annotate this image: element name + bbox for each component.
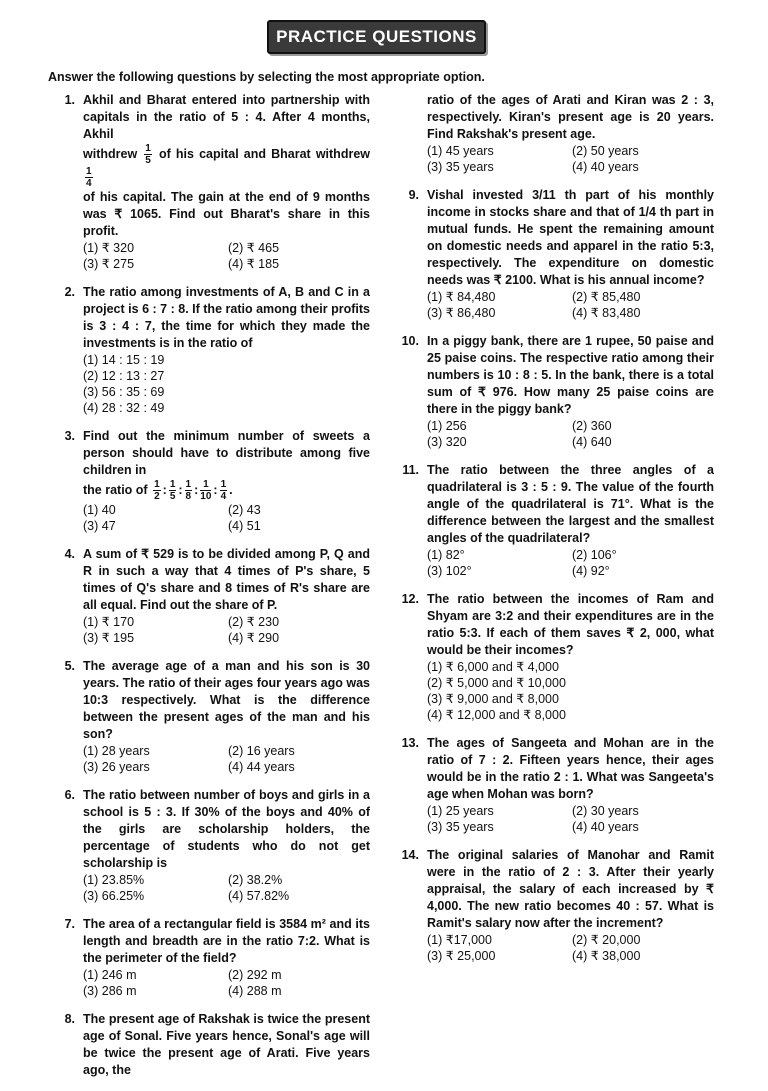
option[interactable]: (3) 56 : 35 : 69 [83, 385, 165, 399]
question-text: The ratio between the three angles of a quadrilateral is 3 : 5 : 9. The value of the fourth angle of the quadrilateral is 71°. What is the difference between the largest and the smallest angles of the quadrilateral? [427, 463, 714, 545]
question-number: 8. [64, 1012, 75, 1026]
option[interactable]: (3) ₹ 86,480 [427, 306, 496, 320]
question-number: 3. [64, 429, 75, 443]
option[interactable]: (3) 66.25% [83, 889, 145, 903]
option[interactable]: (4) ₹ 83,480 [572, 306, 641, 320]
question-8 [48, 1011, 370, 1079]
option[interactable]: (1) ₹ 320 [83, 241, 135, 255]
option[interactable]: (1) 82° [427, 548, 465, 562]
question-text-part: withdrew [83, 146, 138, 161]
left-column [48, 92, 370, 1091]
question-3 [48, 428, 370, 534]
options-list [83, 967, 370, 999]
right-column [392, 92, 714, 976]
options-list [427, 659, 714, 723]
question-number: 6. [64, 788, 75, 802]
option[interactable]: (4) ₹ 185 [228, 257, 280, 271]
option[interactable]: (4) 640 [572, 435, 612, 449]
option[interactable]: (4) 40 years [572, 160, 639, 174]
options-list [427, 803, 714, 835]
fraction [220, 479, 228, 502]
option[interactable]: (1) 28 years [83, 744, 150, 758]
fraction-denominator: 2 [154, 491, 160, 502]
option[interactable]: (1) ₹17,000 [427, 933, 492, 947]
question-number: 7. [64, 917, 75, 931]
fraction-series [151, 479, 233, 502]
fraction-numerator: 1 [200, 479, 211, 491]
fraction-numerator: 1 [86, 166, 92, 177]
option[interactable]: (3) 286 m [83, 984, 137, 998]
question-11 [392, 462, 714, 579]
ratio-separator: : [194, 482, 199, 497]
option[interactable]: (4) 288 m [228, 984, 282, 998]
question-text: In a piggy bank, there are 1 rupee, 50 paise and 25 paise coins. The respective ratio among their numbers is 10 : 8 : 5. In the bank, there is a total sum of ₹ 976. How many 25 paise coins are there in the piggy bank? [427, 334, 714, 416]
question-text [83, 428, 370, 502]
option[interactable]: (4) 44 years [228, 760, 295, 774]
fraction-denominator: 5 [169, 491, 176, 502]
option[interactable]: (1) 256 [427, 419, 467, 433]
option[interactable]: (3) ₹ 195 [83, 631, 135, 645]
question-number: 1. [64, 93, 75, 107]
option[interactable]: (2) 30 years [572, 804, 639, 818]
options-list [83, 872, 370, 904]
option[interactable]: (4) 92° [572, 564, 610, 578]
fraction-denominator: 8 [185, 491, 192, 502]
options-list [83, 743, 370, 775]
option[interactable]: (4) 40 years [572, 820, 639, 834]
options-list [83, 352, 370, 416]
option[interactable]: (4) ₹ 12,000 and ₹ 8,000 [427, 708, 566, 722]
option[interactable]: (2) 16 years [228, 744, 295, 758]
question-text-part: the ratio of [83, 482, 148, 497]
instruction-text: Answer the following questions by selecting the most appropriate option. [48, 70, 485, 84]
options-list [83, 502, 370, 534]
option[interactable]: (2) 292 m [228, 968, 282, 982]
question-number: 14. [401, 848, 419, 862]
option[interactable]: (1) 246 m [83, 968, 137, 982]
option[interactable]: (3) 26 years [83, 760, 150, 774]
fraction-denominator: 4 [220, 491, 227, 502]
options-list [83, 240, 370, 272]
question-text: ratio of the ages of Arati and Kiran was 2 : 3, respectively. Kiran's present age is 20 years. Find Rakshak's present age. [427, 93, 714, 141]
question-number: 5. [64, 659, 75, 673]
question-2 [48, 284, 370, 416]
ratio-separator: : [162, 482, 167, 497]
option[interactable]: (2) ₹ 5,000 and ₹ 10,000 [427, 676, 566, 690]
option[interactable]: (1) ₹ 6,000 and ₹ 4,000 [427, 660, 559, 674]
option[interactable]: (3) 35 years [427, 820, 494, 834]
question-text: The present age of Rakshak is twice the present age of Sonal. Five years hence, Sonal's age will be twice the present age of Arati. Five years ago, the [83, 1012, 370, 1077]
question-text: The area of a rectangular field is 3584 m² and its length and breadth are in the ratio 7:2. What is the perimeter of the field? [83, 917, 370, 965]
option[interactable]: (4) ₹ 38,000 [572, 949, 641, 963]
fraction-numerator: 1 [169, 479, 176, 490]
question-number: 4. [64, 547, 75, 561]
option[interactable]: (1) 40 [83, 503, 116, 517]
question-text: The ratio between the incomes of Ram and Shyam are 3:2 and their expenditures are in the ratio 5:3. If each of them saves ₹ 2, 000, what would be their incomes? [427, 592, 714, 657]
option[interactable]: (4) 51 [228, 519, 261, 533]
option[interactable]: (2) ₹ 465 [228, 241, 280, 255]
option[interactable]: (2) 50 years [572, 144, 639, 158]
option[interactable]: (2) ₹ 20,000 [572, 933, 641, 947]
question-13 [392, 735, 714, 835]
question-number: 10. [401, 334, 419, 348]
question-number: 9. [408, 188, 419, 202]
question-5 [48, 658, 370, 775]
option[interactable]: (4) 57.82% [228, 889, 290, 903]
option[interactable]: (3) ₹ 25,000 [427, 949, 496, 963]
option[interactable]: (2) 12 : 13 : 27 [83, 369, 165, 383]
fraction-numerator: 1 [220, 479, 227, 490]
fraction [169, 479, 177, 502]
ratio-separator: : [213, 482, 218, 497]
fraction-denominator: 4 [86, 178, 92, 189]
page-title: PRACTICE QUESTIONS [267, 20, 486, 54]
option[interactable]: (2) 106° [572, 548, 617, 562]
question-text: The ratio between number of boys and girls in a school is 5 : 3. If 30% of the boys and 40% of the girls are scholarship holders, the percentage of students who do not get scholarship is [83, 788, 370, 870]
fraction [200, 479, 211, 502]
question-8-continued [392, 92, 714, 175]
option[interactable]: (1) 45 years [427, 144, 494, 158]
question-text: The ages of Sangeeta and Mohan are in the ratio of 7 : 2. Fifteen years hence, their ages would be in the ratio 2 : 1. What was Sangeeta's age when Mohan was born? [427, 736, 714, 801]
question-14 [392, 847, 714, 964]
option[interactable]: (3) ₹ 9,000 and ₹ 8,000 [427, 692, 559, 706]
options-list [83, 614, 370, 646]
question-text: The ratio among investments of A, B and C in a project is 6 : 7 : 8. If the ratio among their profits is 3 : 4 : 7, the time for which they made the investments is in the ratio of [83, 285, 370, 350]
option[interactable]: (3) 320 [427, 435, 467, 449]
option[interactable]: (3) 102° [427, 564, 472, 578]
sentence-end: . [229, 482, 233, 497]
question-text: The original salaries of Manohar and Ramit were in the ratio of 2 : 3. After their yearly appraisal, the salary of each increased by ₹ 4,000. The new ratio becomes 40 : 57. What is Ramit's salary now after the increment? [427, 848, 714, 930]
question-12 [392, 591, 714, 723]
question-text: The average age of a man and his son is 30 years. The ratio of their ages four years ago was 10:3 respectively. What is the difference between the present ages of the man and his son? [83, 659, 370, 741]
question-6 [48, 787, 370, 904]
option[interactable]: (2) ₹ 230 [228, 615, 280, 629]
question-number: 11. [402, 463, 419, 477]
option[interactable]: (1) 25 years [427, 804, 494, 818]
options-list [427, 143, 714, 175]
question-text: Vishal invested 3/11 th part of his monthly income in stocks share and that of 1/4 th part in mutual funds. He spent the remaining amount on domestic needs and apparel in the ratio 5:3, respectively. The expenditure on domestic needs was ₹ 2100. What is his annual income? [427, 188, 714, 287]
fraction-numerator: 1 [154, 479, 160, 490]
options-list [427, 418, 714, 450]
option[interactable]: (2) 38.2% [228, 873, 283, 887]
option[interactable]: (3) 47 [83, 519, 116, 533]
fraction-numerator: 1 [185, 479, 192, 490]
option[interactable]: (3) 35 years [427, 160, 494, 174]
question-9 [392, 187, 714, 321]
question-7 [48, 916, 370, 999]
question-text: A sum of ₹ 529 is to be divided among P, Q and R in such a way that 4 times of P's share, 5 times of Q's share and 8 times of R's share are all equal. Find out the share of P. [83, 547, 370, 612]
question-4 [48, 546, 370, 646]
question-10 [392, 333, 714, 450]
option[interactable]: (2) 360 [572, 419, 612, 433]
fraction [153, 479, 161, 502]
question-number: 2. [64, 285, 75, 299]
question-text-part: Find out the minimum number of sweets a person should have to distribute among five children in [83, 429, 370, 477]
question-text-part: Akhil and Bharat entered into partnership with capitals in the ratio of 5 : 4. After 4 months, Akhil [83, 93, 370, 141]
option[interactable]: (1) ₹ 84,480 [427, 290, 496, 304]
option[interactable]: (2) ₹ 85,480 [572, 290, 641, 304]
option[interactable]: (1) ₹ 170 [83, 615, 135, 629]
option[interactable]: (2) 43 [228, 503, 261, 517]
options-list [427, 932, 714, 964]
fraction [144, 143, 152, 166]
option[interactable]: (1) 14 : 15 : 19 [83, 353, 165, 367]
question-number [392, 92, 427, 143]
question-1 [48, 92, 370, 272]
fraction-numerator: 1 [145, 143, 151, 154]
option[interactable]: (1) 23.85% [83, 873, 145, 887]
options-list [427, 547, 714, 579]
fraction [185, 479, 193, 502]
question-text-part: of his capital. The gain at the end of 9 months was ₹ 1065. Find out Bharat's share in this profit. [83, 190, 370, 238]
fraction [85, 166, 93, 189]
fraction-denominator: 10 [200, 491, 212, 502]
option[interactable]: (4) ₹ 290 [228, 631, 280, 645]
ratio-separator: : [178, 482, 183, 497]
option[interactable]: (4) 28 : 32 : 49 [83, 401, 165, 415]
question-text [83, 92, 370, 240]
option[interactable]: (3) ₹ 275 [83, 257, 135, 271]
question-number: 13. [401, 736, 419, 750]
question-number: 12. [401, 592, 419, 606]
fraction-denominator: 5 [145, 155, 151, 166]
options-list [427, 289, 714, 321]
question-text-part: of his capital and Bharat withdrew [158, 146, 370, 161]
